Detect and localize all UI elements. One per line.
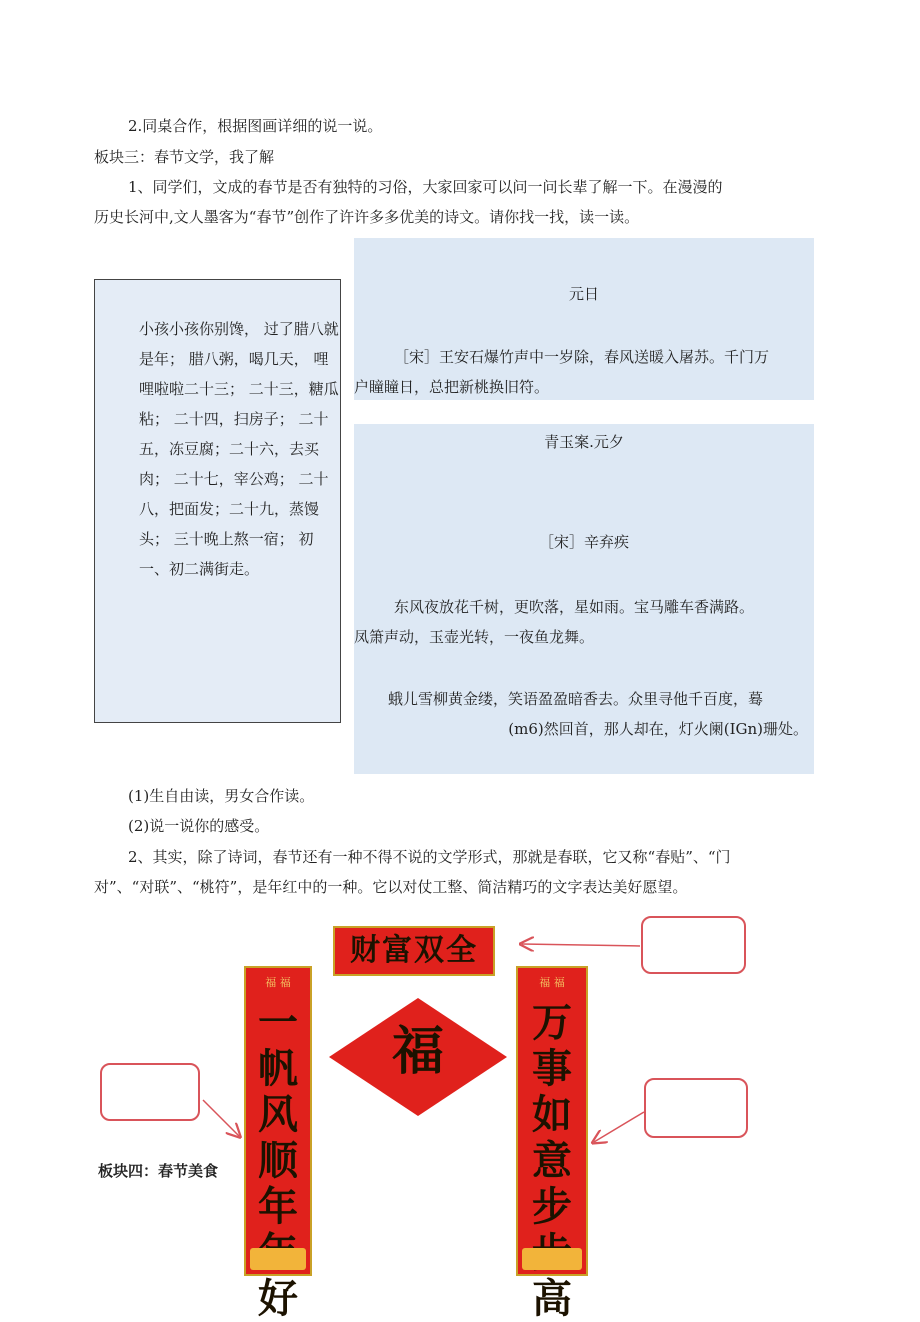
right-couplet-decoration: 福 福 <box>539 976 565 989</box>
right-label-box[interactable] <box>644 1078 748 1138</box>
left-couplet-footer <box>250 1248 306 1270</box>
paragraph-2-line-2: 对”、“对联”、“桃符”，是年红中的一种。它以对仗工整、简洁精巧的文字表达美好愿望。 <box>94 878 688 896</box>
nursery-rhyme-box <box>94 279 341 723</box>
arrow-to-right-couplet <box>594 1112 644 1142</box>
poem-qingyuan-stanza-2-line-1: 蛾儿雪柳黄金缕，笑语盈盈暗香去。众里寻他千百度，蓦 <box>388 690 764 708</box>
poem-yuanri-line-2: 户瞳瞳日，总把新桃换旧符。 <box>354 378 550 396</box>
horizontal-scroll-couplet: 财富双全 <box>333 926 495 976</box>
arrow-to-left-couplet <box>203 1100 239 1136</box>
section-four-heading: 板块四：春节美食 <box>98 1162 219 1180</box>
right-couplet-text: 万事如意步 高 <box>532 999 572 1322</box>
poem-qingyuan-stanza-1-line-2: 凤箫声动，玉壶光转，一夜鱼龙舞。 <box>354 628 595 646</box>
question-2: (2)说一说你的感受。 <box>128 817 270 835</box>
paragraph-1-line-2: 历史长河中,文人墨客为“春节”创作了许许多多优美的诗文。请你找一找，读一读。 <box>94 208 640 226</box>
poem-yuanri-line-1: ［宋］王安石爆竹声中一岁除，春风送暖入屠苏。千门万 <box>394 348 770 366</box>
left-label-box[interactable] <box>100 1063 200 1121</box>
fu-character: 福 <box>391 1021 444 1082</box>
poem-qingyuan-author: ［宋］辛弃疾 <box>538 533 629 551</box>
instruction-line-1: 2.同桌合作，根据图画详细的说一说。 <box>128 117 383 135</box>
poem-qingyuan-panel <box>354 424 814 774</box>
poem-qingyuan-title: 青玉案.元夕 <box>544 433 624 451</box>
fu-diamond <box>329 998 507 1116</box>
right-couplet <box>516 966 588 1322</box>
poem-yuanri-title: 元日 <box>568 285 599 303</box>
left-couplet <box>244 966 312 1322</box>
poem-qingyuan-stanza-1-line-1: 东风夜放花千树，更吹落，星如雨。宝马雕车香满路。 <box>394 598 755 616</box>
paragraph-2-line-1: 2、其实，除了诗词，春节还有一种不得不说的文学形式，那就是春联，它又称“春贴”、“门 <box>128 848 731 866</box>
left-couplet-text: 一帆风顺年 好 <box>258 999 298 1322</box>
poem-yuanri-panel <box>354 238 814 400</box>
right-couplet-footer <box>522 1248 582 1270</box>
question-1: (1)生自由读，男女合作读。 <box>128 787 315 805</box>
paragraph-1-line-1: 1、同学们，文成的春节是否有独特的习俗，大家回家可以问一问长辈了解一下。在漫漫的 <box>128 178 723 196</box>
top-label-box[interactable] <box>641 916 746 974</box>
left-couplet-decoration: 福 福 <box>265 976 291 989</box>
section-three-heading: 板块三：春节文学，我了解 <box>94 148 275 166</box>
poem-qingyuan-stanza-2-line-2: (m6)然回首，那人却在，灯火阑(IGn)珊处。 <box>508 720 808 738</box>
arrow-to-horizontal-couplet <box>522 944 640 946</box>
nursery-rhyme-text: 小孩小孩你别馋， 过了腊八就是年； 腊八粥，喝几天， 哩哩啦啦二十三； 二十三，糖瓜粘； 二十四，扫房子； 二十五，冻豆腐；二十六，去买肉； 二十七，宰公鸡； 二十八，把面发；二十九，蒸馒头； 三十晚上熬一宿； 初一、初二满街走。 <box>139 320 339 578</box>
